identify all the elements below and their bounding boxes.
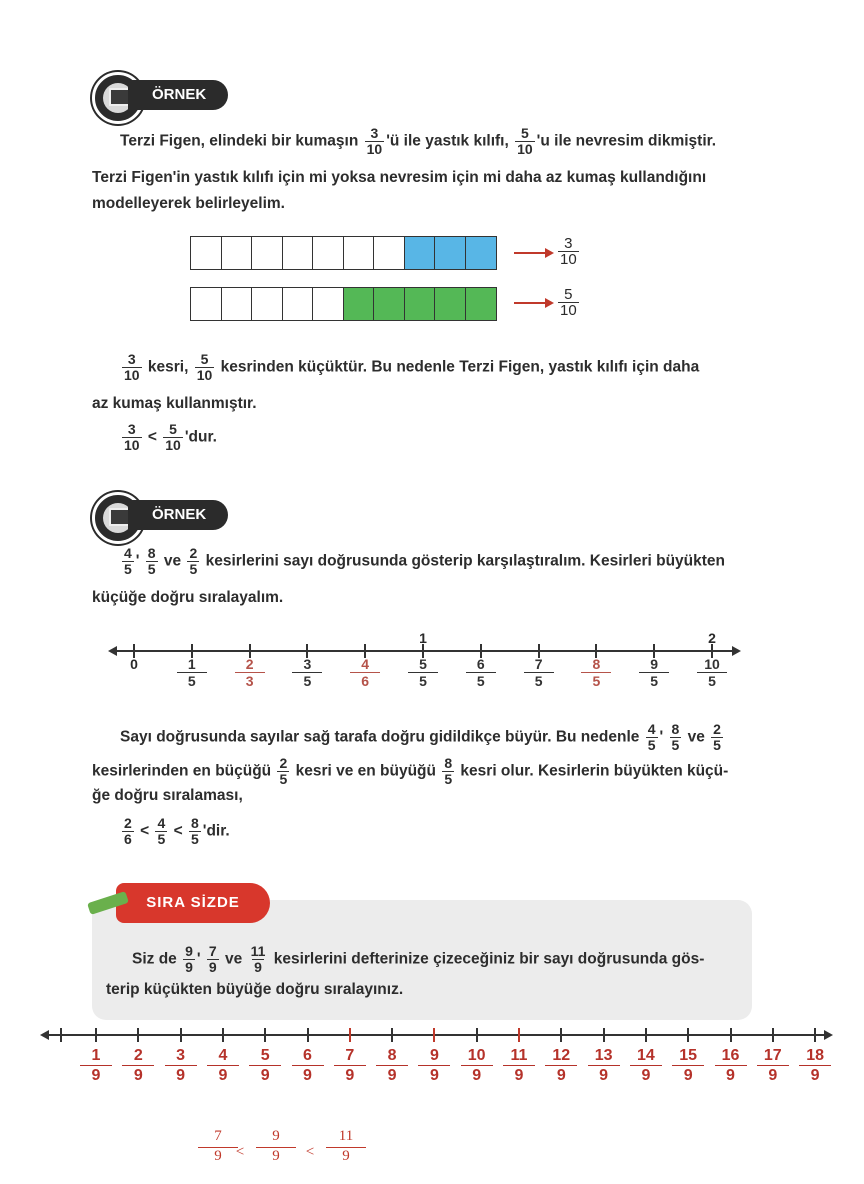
- example1-line2: Terzi Figen'in yastık kılıfı için mi yoksa nevresim için mi daha az kumaş kullandığını: [92, 169, 707, 186]
- number-line-label: 14 9: [630, 1046, 662, 1085]
- number-line-tick: [645, 1028, 647, 1042]
- number-line-tick: [391, 1028, 393, 1042]
- number-line-tick: [730, 1028, 732, 1042]
- number-line-tick: [433, 1028, 435, 1042]
- fraction: $\frac{5}{10}$: [517, 125, 533, 157]
- arrow-icon: [514, 252, 546, 254]
- answer-less-than: <: [305, 1144, 315, 1160]
- number-line-label: 5 5: [408, 656, 438, 689]
- number-line-label: 7 9: [334, 1046, 366, 1085]
- number-line-label: 11 9: [503, 1046, 535, 1085]
- sira-sizde-line2: terip küçükten büyüğe doğru sıralayınız.: [106, 981, 404, 998]
- number-line-label: 9 5: [639, 656, 669, 689]
- number-line-label: 12 9: [545, 1046, 577, 1085]
- example2-line1: $\frac{4}{5}$ ' $\frac{8}{5}$ ve $\frac{2}{5}$ kesirlerini sayı doğrusunda gösterip karşılaştıralım. Kesirleri büyükten: [124, 545, 726, 577]
- number-line-label: 4 9: [207, 1046, 239, 1085]
- number-line-tick: [137, 1028, 139, 1042]
- ornek-label: ÖRNEK: [128, 80, 228, 110]
- bar2-label: $\frac{5}{10}$: [560, 286, 577, 319]
- sira-sizde-badge: [88, 883, 272, 923]
- number-line-label: 3 9: [165, 1046, 197, 1085]
- number-line-label: 6 5: [466, 656, 496, 689]
- example1-line5: az kumaş kullanmıştır.: [92, 395, 257, 412]
- answer-fraction: 11 9: [326, 1128, 366, 1165]
- bar1-label: $\frac{3}{10}$: [560, 235, 577, 268]
- number-line-tick: [307, 1028, 309, 1042]
- example1-line1: Terzi Figen, elindeki bir kumaşın $\frac{3}{10}$ 'ü ile yastık kılıfı, $\frac{5}{10}$ 'u ile nevresim dikmiştir.: [120, 125, 717, 157]
- number-line-label: 15 9: [672, 1046, 704, 1085]
- number-line-label: 2 3: [235, 656, 265, 689]
- arrow-left-icon: [40, 1030, 49, 1040]
- number-line-tick: [180, 1028, 182, 1042]
- number-line-tick: [687, 1028, 689, 1042]
- number-line-label: 4 6: [350, 656, 380, 689]
- fraction-bar-5-10: [190, 287, 497, 321]
- number-line-label: 6 9: [292, 1046, 324, 1085]
- number-line-tick: [60, 1028, 62, 1042]
- number-line-tick: [603, 1028, 605, 1042]
- answer-less-than: <: [235, 1144, 245, 1160]
- fraction: $\frac{3}{10}$: [366, 125, 383, 157]
- example1-comparison: $\frac{3}{10}$ < $\frac{5}{10}$ 'dur.: [124, 421, 217, 453]
- number-line-label: 8 9: [376, 1046, 408, 1085]
- answer-fraction: 7 9: [198, 1128, 238, 1165]
- number-line-tick: [814, 1028, 816, 1042]
- example1-line3: modelleyerek belirleyelim.: [92, 195, 285, 212]
- number-line-tick: [772, 1028, 774, 1042]
- example2-line2: küçüğe doğru sıralayalım.: [92, 589, 284, 606]
- number-line-tick: [95, 1028, 97, 1042]
- number-line-label: 17 9: [757, 1046, 789, 1085]
- number-line-label: 2 9: [122, 1046, 154, 1085]
- example2-line5: ğe doğru sıralaması,: [92, 787, 243, 804]
- number-line-label: 13 9: [588, 1046, 620, 1085]
- number-line-tick: [222, 1028, 224, 1042]
- answer-fraction: 9 9: [256, 1128, 296, 1165]
- number-line-label: 1 9: [80, 1046, 112, 1085]
- number-line-tick: [349, 1028, 351, 1042]
- number-line-top-label: 1: [419, 630, 427, 646]
- fraction-bar-3-10: [190, 236, 497, 270]
- arrow-right-icon: [824, 1030, 833, 1040]
- number-line-label: 18 9: [799, 1046, 831, 1085]
- number-line-top-label: 2: [708, 630, 716, 646]
- example2-line3: Sayı doğrusunda sayılar sağ tarafa doğru gidildikçe büyür. Bu nedenle $\frac{4}{5}$ ' $\frac{8}{5}$ ve $\frac{2}{5}$: [120, 721, 721, 753]
- arrow-left-icon: [108, 646, 117, 656]
- number-line-tick: [476, 1028, 478, 1042]
- number-line-zero: 0: [130, 656, 138, 672]
- number-line-label: 3 5: [292, 656, 322, 689]
- number-line-label: 10 9: [461, 1046, 493, 1085]
- number-line-label: 1 5: [177, 656, 207, 689]
- arrow-icon: [514, 302, 546, 304]
- example2-line4: kesirlerinden en büçüğü $\frac{2}{5}$ kesri ve en büyüğü $\frac{8}{5}$ kesri olur. Kesirlerin büyükten küçü-: [92, 755, 729, 787]
- sira-sizde-label: SIRA SİZDE: [116, 883, 270, 923]
- ornek-label: ÖRNEK: [128, 500, 228, 530]
- number-line-label: 16 9: [715, 1046, 747, 1085]
- example1-line4: $\frac{3}{10}$ kesri, $\frac{5}{10}$ kesrinden küçüktür. Bu nedenle Terzi Figen, yastık kılıfı için daha: [124, 351, 700, 383]
- number-line-label: 5 9: [249, 1046, 281, 1085]
- number-line-tick: [518, 1028, 520, 1042]
- sira-sizde-line1: Siz de $\frac{9}{9}$ ' $\frac{7}{9}$ ve $\frac{11}{9}$ kesirlerini defterinize çizeceğiniz bir sayı doğrusunda gös-: [132, 943, 705, 975]
- number-line-tick: [560, 1028, 562, 1042]
- number-line-label: 7 5: [524, 656, 554, 689]
- number-line-label: 10 5: [697, 656, 727, 689]
- arrow-right-icon: [732, 646, 741, 656]
- example2-final-order: $\frac{2}{6}$ < $\frac{4}{5}$ < $\frac{8}{5}$ 'dir.: [124, 815, 230, 847]
- number-line-label: 8 5: [581, 656, 611, 689]
- number-line-tick: [264, 1028, 266, 1042]
- number-line-label: 9 9: [418, 1046, 450, 1085]
